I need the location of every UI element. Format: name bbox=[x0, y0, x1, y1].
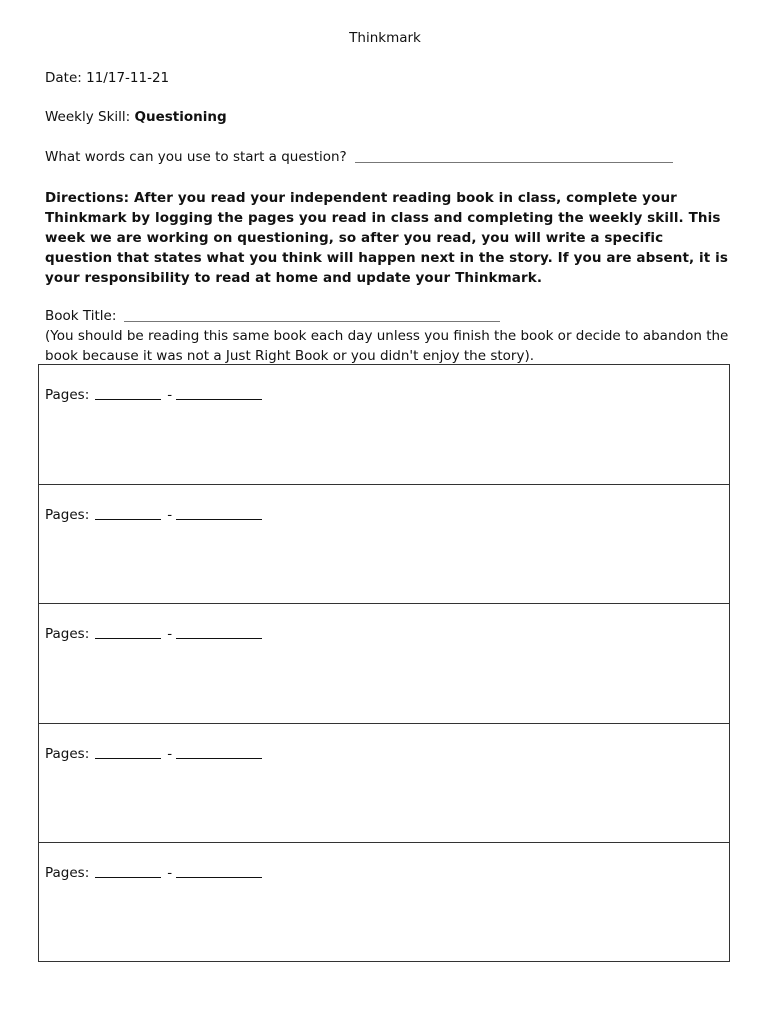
end-page-blank[interactable] bbox=[176, 626, 262, 639]
pages-entry bbox=[45, 746, 262, 762]
reading-log-row[interactable] bbox=[39, 843, 729, 963]
book-title-line bbox=[45, 307, 500, 324]
start-page-blank[interactable] bbox=[95, 387, 161, 400]
end-page-blank[interactable] bbox=[176, 507, 262, 520]
book-title-note: (You should be reading this same book each day unless you finish the book or decide to abandon the book because it was not a Just Right Book or you didn't enjoy the story). bbox=[45, 328, 729, 364]
pages-separator: - bbox=[167, 745, 173, 762]
start-page-blank[interactable] bbox=[95, 507, 161, 520]
reading-log-row[interactable] bbox=[39, 724, 729, 844]
weekly-skill-value: Questioning bbox=[134, 109, 227, 125]
end-page-blank[interactable] bbox=[176, 865, 262, 878]
pages-entry bbox=[45, 387, 262, 403]
reading-log-row[interactable] bbox=[39, 604, 729, 724]
start-page-blank[interactable] bbox=[95, 746, 161, 759]
reading-log-table bbox=[38, 364, 730, 962]
weekly-skill-line bbox=[45, 109, 227, 125]
date-line bbox=[45, 70, 169, 86]
pages-entry bbox=[45, 626, 262, 642]
question-prompt-line bbox=[45, 148, 673, 165]
page-title: Thinkmark bbox=[349, 30, 421, 46]
directions-paragraph: Directions: After you read your independent reading book in class, complete your Thinkmark by logging the pages you read in class and completing the weekly skill. This week we are working on questioning, so after you read, you will write a specific question that states what you think will happen next in the story. If you are absent, it is your responsibility to read at home and update your Thinkmark. bbox=[45, 190, 728, 286]
pages-separator: - bbox=[167, 626, 173, 643]
end-page-blank[interactable] bbox=[176, 746, 262, 759]
pages-label: Pages: bbox=[45, 387, 90, 403]
reading-log-row[interactable] bbox=[39, 365, 729, 485]
pages-entry bbox=[45, 507, 262, 523]
pages-entry bbox=[45, 865, 262, 881]
date-value: 11/17-11-21 bbox=[86, 70, 170, 86]
book-title-label: Book Title: bbox=[45, 308, 117, 324]
reading-log-row[interactable] bbox=[39, 485, 729, 605]
date-label: Date: bbox=[45, 70, 82, 86]
book-title-blank[interactable] bbox=[124, 307, 500, 322]
pages-label: Pages: bbox=[45, 745, 90, 762]
weekly-skill-label: Weekly Skill: bbox=[45, 109, 131, 125]
pages-label: Pages: bbox=[45, 626, 90, 643]
end-page-blank[interactable] bbox=[176, 387, 262, 400]
pages-separator: - bbox=[167, 387, 173, 403]
start-page-blank[interactable] bbox=[95, 626, 161, 639]
question-answer-blank[interactable] bbox=[355, 148, 673, 163]
pages-label: Pages: bbox=[45, 865, 90, 882]
pages-label: Pages: bbox=[45, 506, 90, 523]
pages-separator: - bbox=[167, 506, 173, 523]
pages-separator: - bbox=[167, 865, 173, 882]
start-page-blank[interactable] bbox=[95, 865, 161, 878]
question-prompt-label: What words can you use to start a question? bbox=[45, 149, 347, 165]
